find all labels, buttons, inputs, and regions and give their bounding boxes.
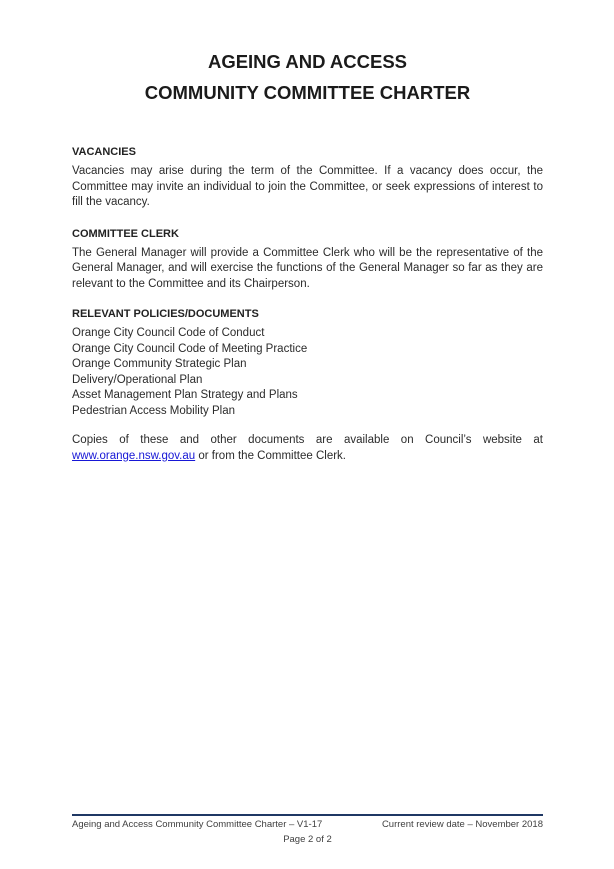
document-title [72,0,543,108]
document-title-line-2: COMMUNITY COMMITTEE CHARTER [144,82,471,103]
copies-text-after-link: or from the Committee Clerk. [195,449,346,462]
footer-row [72,819,543,831]
committee-clerk-paragraph: The General Manager will provide a Committee Clerk who will be the representative of the General Manager, and will exercise the functions of the General Manager so far as they are relevant to the Committee and its Chairperson. [72,246,543,290]
policy-list-item: Asset Management Plan Strategy and Plans [72,389,298,401]
policy-list [72,326,543,419]
policy-list-item: Orange Community Strategic Plan [72,358,247,370]
vacancies-paragraph: Vacancies may arise during the term of the Committee. If a vacancy does occur, the Committee may invite an individual to join the Committee, or seek expressions of interest to fill the vacancy. [72,165,543,208]
section-heading-relevant-policies: RELEVANT POLICIES/DOCUMENTS [72,308,259,320]
policy-list-item: Orange City Council Code of Conduct [72,327,265,339]
copies-text-before-link: Copies of these and other documents are available on Council’s website at [72,434,543,446]
policy-list-item: Orange City Council Code of Meeting Practice [72,342,308,355]
section-heading-committee-clerk: COMMITTEE CLERK [72,227,179,240]
footer-review-date: Current review date – November 2018 [381,819,543,830]
page-footer [72,814,543,846]
footer-page-number: Page 2 of 2 [283,834,332,845]
policy-list-item: Delivery/Operational Plan [72,373,203,386]
document-title-line-1: AGEING AND ACCESS [207,51,408,72]
section-heading-vacancies: VACANCIES [72,146,136,158]
footer-document-version: Ageing and Access Community Committee Charter – V1-17 [72,819,323,830]
copies-paragraph [72,433,543,464]
policy-list-item: Pedestrian Access Mobility Plan [72,404,235,417]
council-website-link[interactable]: www.orange.nsw.gov.au [72,449,196,462]
